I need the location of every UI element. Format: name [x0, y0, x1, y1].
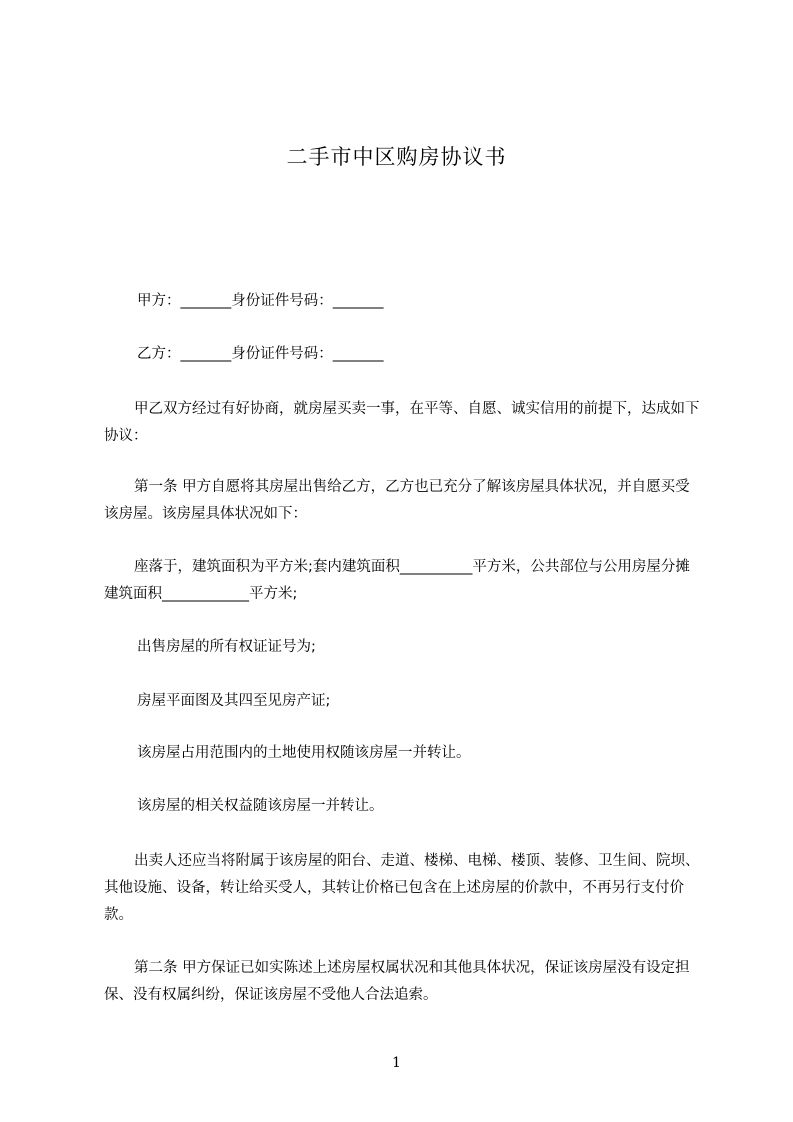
party-b-line: 乙方：_______身份证件号码：_______ — [137, 346, 384, 362]
attachments-paragraph: 出卖人还应当将附属于该房屋的阳台、走道、楼梯、电梯、楼顶、装修、卫生间、院坝、其他设施、设备，转让给买受人，其转让价格已包含在上述房屋的价款中，不再另行支付价款。 — [104, 853, 700, 923]
document-title: 二手市中区购房协议书 — [286, 145, 507, 169]
intro-paragraph: 甲乙双方经过有好协商，就房屋买卖一事，在平等、自愿、诚实信用的前提下，达成如下协议： — [104, 401, 700, 444]
party-a-line: 甲方：_______身份证件号码：_______ — [137, 293, 384, 309]
location-paragraph: 座落于，建筑面积为平方米;套内建筑面积__________平方米，公共部位与公用房屋分摊建筑面积____________平方米; — [104, 559, 690, 602]
land-use-line: 该房屋占用范围内的土地使用权随该房屋一并转让。 — [137, 745, 471, 761]
rights-line: 该房屋的相关权益随该房屋一并转让。 — [137, 798, 384, 814]
page-number: 1 — [392, 1055, 401, 1071]
article-1-paragraph: 第一条 甲方自愿将其房屋出售给乙方，乙方也已充分了解该房屋具体状况，并自愿买受该房屋。该房屋具体状况如下： — [104, 479, 690, 522]
floor-plan-line: 房屋平面图及其四至见房产证; — [137, 693, 331, 709]
article-2-paragraph: 第二条 甲方保证已如实陈述上述房屋权属状况和其他具体状况，保证该房屋没有设定担保、没有权属纠纷，保证该房屋不受他人合法追索。 — [104, 960, 690, 1003]
certificate-line: 出售房屋的所有权证证号为; — [137, 639, 316, 655]
